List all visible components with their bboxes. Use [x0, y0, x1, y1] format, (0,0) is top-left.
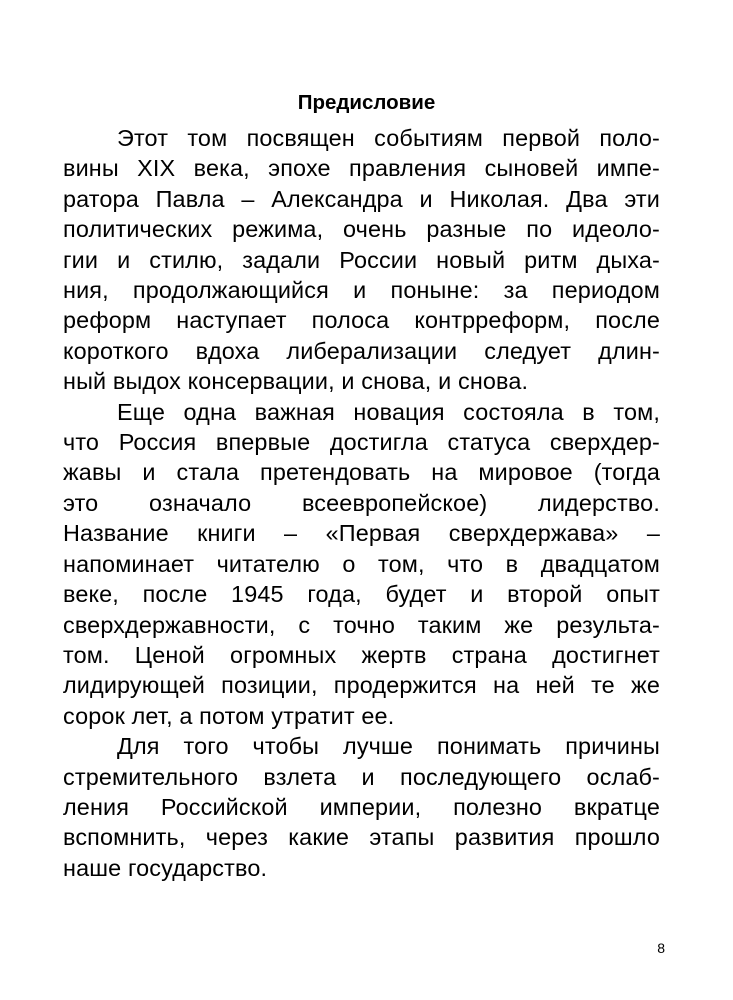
- text-line: ления Российской империи, полезно вкратце: [63, 793, 660, 820]
- paragraph-2: [63, 397, 660, 731]
- paragraph-1: [63, 123, 660, 397]
- text-line: это означало всеевропейское) лидерство.: [63, 489, 660, 516]
- text-line: политических режима, очень разные по идеоло-: [63, 216, 660, 243]
- text-line: ния, продолжающийся и поныне: за периодом: [63, 277, 660, 304]
- text-line: стремительного взлета и последующего ослаб-: [63, 763, 660, 790]
- text-line: том. Ценой огромных жертв страна достигнет: [63, 641, 660, 668]
- text-line: короткого вдоха либерализации следует длин-: [63, 337, 660, 364]
- text-line: вспомнить, через какие этапы развития прошло: [63, 824, 660, 851]
- text-line: веке, после 1945 года, будет и второй опыт: [63, 581, 660, 608]
- text-line: Для того чтобы лучше понимать причины: [117, 733, 660, 760]
- text-line: напоминает читателю о том, что в двадцатом: [63, 550, 660, 577]
- text-line: Название книги – «Первая сверхдержава» –: [63, 520, 660, 547]
- text-line: Этот том посвящен событиям первой поло-: [117, 125, 660, 151]
- text-line: лидирующей позиции, продержится на ней те же: [63, 672, 660, 699]
- text-line: наше государство.: [63, 854, 268, 881]
- text-line: сверхдержавности, с точно таким же результа-: [63, 611, 660, 638]
- text-line: ратора Павла – Александра и Николая. Два эти: [63, 185, 660, 212]
- text-line: что Россия впервые достигла статуса сверхдер-: [63, 429, 660, 456]
- text-line: Еще одна важная новация состояла в том,: [117, 398, 660, 425]
- text-line: гии и стилю, задали России новый ритм дыха-: [63, 246, 660, 273]
- text-line: жавы и стала претендовать на мировое (тогда: [63, 459, 660, 486]
- preface-body: [63, 123, 660, 883]
- text-line: вины XIX века, эпохе правления сыновей импе-: [63, 155, 660, 182]
- page-number: 8: [657, 940, 665, 956]
- page-title: Предисловие: [297, 91, 436, 114]
- text-line: ный выдох консервации, и снова, и снова.: [63, 368, 529, 395]
- text-line: сорок лет, а потом утратит ее.: [63, 702, 395, 729]
- paragraph-3: [63, 731, 660, 883]
- text-line: реформ наступает полоса контрреформ, после: [63, 307, 660, 334]
